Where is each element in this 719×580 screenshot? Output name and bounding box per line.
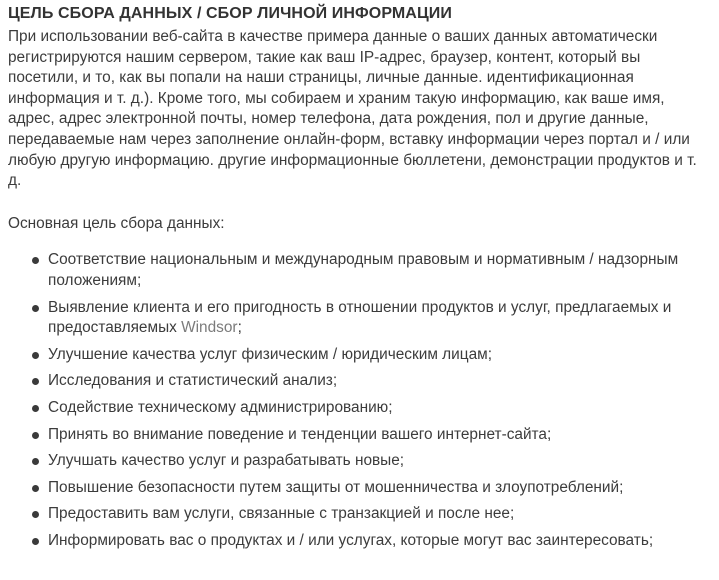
list-item xyxy=(8,371,711,392)
bullet-icon xyxy=(32,458,39,465)
list-item-text: Соответствие национальным и международным правовым и нормативным / надзорным положениям; xyxy=(48,251,679,289)
list-item xyxy=(8,250,711,291)
intro-paragraph: При использовании веб-сайта в качестве примера данные о ваших данных автоматически регистрируются нашим сервером, такие как ваш IP-адрес, браузер, контент, который вы посетили, и то, как вы попали на наши страницы, личные данные. идентификационная информация и т. д.). Кроме того, мы собираем и храним такую информацию, как ваше имя, адрес, адрес электронной почты, номер телефона, дата рождения, пол и другие данные, передаваемые нам через заполнение онлайн-форм, вставку информации через портал и / или любую другую информацию. другие информационные бюллетени, демонстрации продуктов и т. д. xyxy=(8,28,697,190)
bullet-icon xyxy=(32,378,39,385)
brand-name: Windsor xyxy=(181,319,238,337)
list-item-text: Исследования и статистический анализ; xyxy=(48,372,338,390)
bullet-icon xyxy=(32,432,39,439)
bullet-icon xyxy=(32,257,39,264)
list-item xyxy=(8,398,711,419)
list-item xyxy=(8,478,711,499)
list-item-text: Содействие техническому администрированию; xyxy=(48,398,393,416)
list-item xyxy=(8,298,711,339)
bullet-icon xyxy=(32,352,39,359)
list-item xyxy=(8,531,711,552)
purpose-list xyxy=(8,250,711,551)
list-item-text: Информировать вас о продуктах и / или услугах, которые могут вас заинтересовать; xyxy=(48,531,654,549)
list-item xyxy=(8,345,711,366)
list-item-text: Выявление клиента и его пригодность в отношении продуктов и услуг, предлагаемых и предоставляемых xyxy=(48,298,672,337)
brand-suffix: ; xyxy=(237,319,242,337)
section-heading: ЦЕЛЬ СБОРА ДАННЫХ / СБОР ЛИЧНОЙ ИНФОРМАЦИИ xyxy=(8,5,452,22)
list-item-text: Предоставить вам услуги, связанные с транзакцией и после нее; xyxy=(48,505,515,523)
list-item-text: Улучшение качества услуг физическим / юридическим лицам; xyxy=(48,345,492,363)
list-item-text: Улучшать качество услуг и разрабатывать новые; xyxy=(48,452,405,470)
list-item-text: Повышение безопасности путем защиты от мошенничества и злоупотреблений; xyxy=(48,478,624,496)
purpose-label: Основная цель сбора данных: xyxy=(8,214,225,232)
bullet-icon xyxy=(32,485,39,492)
list-item-text: Принять во внимание поведение и тенденции вашего интернет-сайта; xyxy=(48,425,552,443)
bullet-icon xyxy=(32,405,39,412)
bullet-icon xyxy=(32,511,39,518)
bullet-icon xyxy=(32,538,39,545)
bullet-icon xyxy=(32,305,39,312)
list-item xyxy=(8,504,711,525)
list-item xyxy=(8,425,711,446)
list-item xyxy=(8,451,711,472)
